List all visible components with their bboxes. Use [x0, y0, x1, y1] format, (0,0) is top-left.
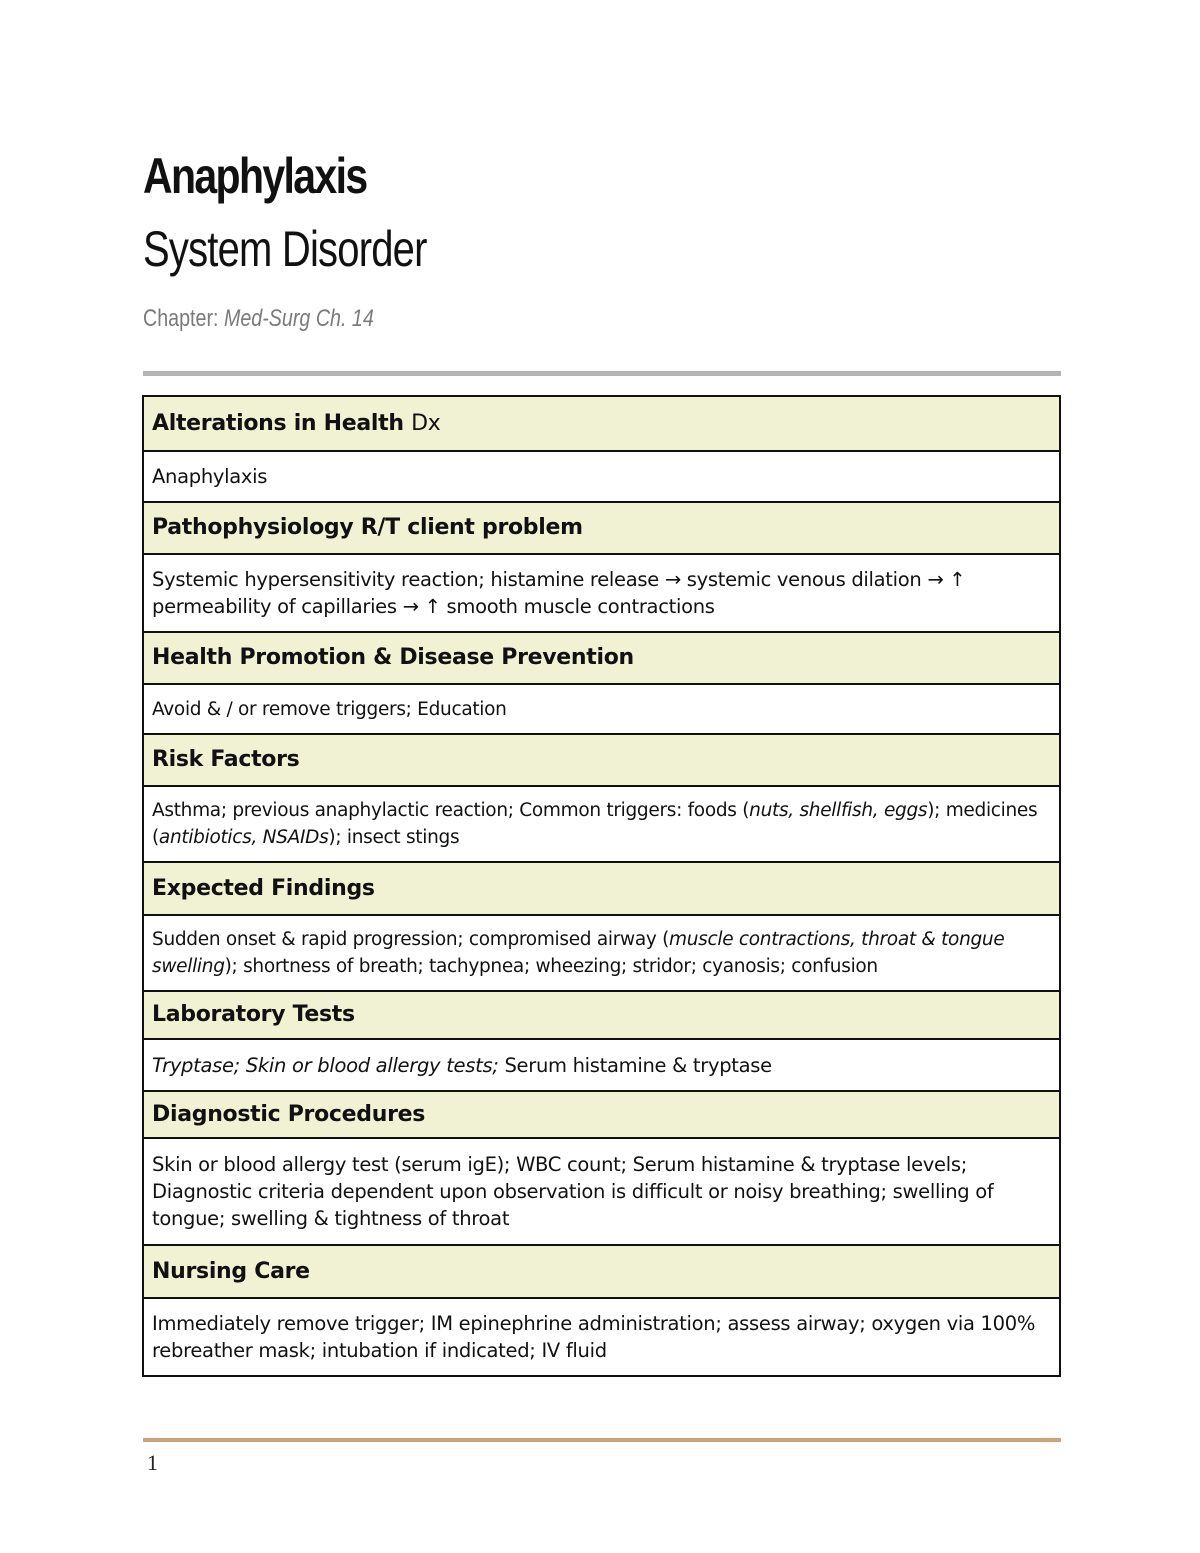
section-content-row: [143, 451, 1060, 502]
risk-factors-content: Asthma; previous anaphylactic reaction; Common triggers: foods (nuts, shellfish, eggs); medicines (antibiotics, NSAIDs); insect stings: [143, 786, 1060, 862]
section-heading-row: [143, 991, 1060, 1039]
nursing-care-content: Immediately remove trigger; IM epinephrine administration; assess airway; oxygen via 100% rebreather mask; intubation if indicated; IV fluid: [143, 1298, 1060, 1376]
section-content-row: [143, 1298, 1060, 1376]
section-heading-row: [143, 862, 1060, 915]
section-heading-row: [143, 1091, 1060, 1138]
expected-findings-heading: Expected Findings: [143, 862, 1060, 915]
pathophysiology-content: Systemic hypersensitivity reaction; histamine release → systemic venous dilation → ↑ permeability of capillaries → ↑ smooth muscle contractions: [143, 554, 1060, 632]
page-number: 1: [147, 1450, 158, 1475]
alterations-heading-suffix: Dx: [411, 410, 441, 436]
section-heading-row: [143, 734, 1060, 786]
expected-findings-content: Sudden onset & rapid progression; compromised airway (muscle contractions, throat & tongue swelling); shortness of breath; tachypnea; wheezing; stridor; cyanosis; confusion: [143, 915, 1060, 991]
risk-factors-heading: Risk Factors: [143, 734, 1060, 786]
laboratory-tests-content: Tryptase; Skin or blood allergy tests; Serum histamine & tryptase: [143, 1039, 1060, 1091]
top-divider: [143, 371, 1061, 376]
alterations-heading: Alterations in Health Dx: [143, 396, 1060, 451]
section-content-row: [143, 915, 1060, 991]
section-content-row: [143, 786, 1060, 862]
health-promotion-heading: Health Promotion & Disease Prevention: [143, 632, 1060, 684]
alterations-content: Anaphylaxis: [143, 451, 1060, 502]
page-subtitle: System Disorder: [143, 221, 427, 277]
section-content-row: [143, 1039, 1060, 1091]
disorder-table: [142, 395, 1061, 1377]
diagnostic-procedures-heading: Diagnostic Procedures: [143, 1091, 1060, 1138]
section-heading-row: [143, 632, 1060, 684]
laboratory-tests-heading: Laboratory Tests: [143, 991, 1060, 1039]
diagnostic-procedures-content: Skin or blood allergy test (serum igE); WBC count; Serum histamine & tryptase levels; Diagnostic criteria dependent upon observation is difficult or noisy breathing; swelling of tongue; swelling & tightness of throat: [143, 1138, 1060, 1245]
section-content-row: [143, 554, 1060, 632]
nursing-care-heading: Nursing Care: [143, 1245, 1060, 1298]
section-heading-row: [143, 502, 1060, 554]
health-promotion-content: Avoid & / or remove triggers; Education: [143, 684, 1060, 734]
chapter-label: Chapter:: [143, 305, 224, 332]
chapter-value: Med-Surg Ch. 14: [223, 305, 374, 332]
footer-divider: [143, 1438, 1061, 1442]
section-content-row: [143, 1138, 1060, 1245]
chapter-line: [143, 304, 374, 334]
section-heading-row: [143, 1245, 1060, 1298]
pathophysiology-heading: Pathophysiology R/T client problem: [143, 502, 1060, 554]
section-content-row: [143, 684, 1060, 734]
section-heading-row: [143, 396, 1060, 451]
page-title: Anaphylaxis: [143, 148, 367, 204]
